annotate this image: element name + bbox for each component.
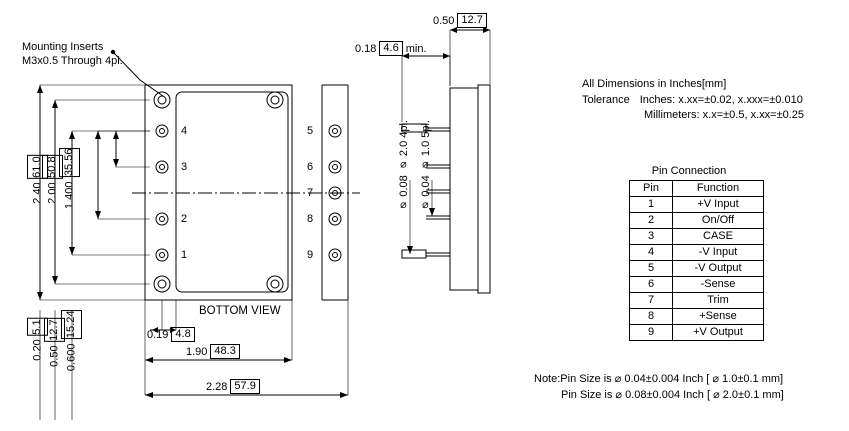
- dim-mm: 5.1: [27, 318, 48, 335]
- dim-inch: 2.00: [46, 182, 59, 204]
- cell-function: CASE: [673, 229, 764, 245]
- cell-pin: 1: [630, 197, 673, 213]
- tolerance-block: [582, 78, 804, 121]
- dim-mm: 15.24: [61, 310, 82, 340]
- pin-number-9: 9: [307, 249, 314, 261]
- cell-function: -Sense: [673, 277, 764, 293]
- cell-function: +V Input: [673, 197, 764, 213]
- dim-mm: 4.6: [379, 41, 402, 56]
- tolerance-label: Tolerance: [582, 94, 630, 106]
- tolerance-mm: Millimeters: x.x=±0.5, x.xx=±0.25: [644, 109, 805, 121]
- cell-function: On/Off: [673, 213, 764, 229]
- dim-0.19-4.8: [147, 327, 195, 342]
- cell-pin: 9: [630, 325, 673, 341]
- pin-number-8: 8: [307, 213, 314, 225]
- tolerance-line1: All Dimensions in Inches[mm]: [582, 78, 727, 90]
- dim-inch: 0.19: [147, 328, 169, 341]
- cell-pin: 3: [630, 229, 673, 245]
- notes-block: [534, 372, 784, 401]
- callout-line2: M3x0.5 Through 4pl.: [22, 55, 123, 67]
- table-row: [630, 293, 764, 309]
- pin-table-title: Pin Connection: [651, 165, 727, 177]
- callout-line1: Mounting Inserts: [22, 41, 104, 53]
- table-header-row: [630, 181, 764, 197]
- pin-number-2: 2: [181, 213, 188, 225]
- note-line-2: Pin Size is ⌀ 0.08±0.004 Inch [ ⌀ 2.0±0.1 mm]: [561, 389, 784, 401]
- pin-dia-0.04-1.0: [420, 120, 432, 218]
- table-row: [630, 245, 764, 261]
- cell-function: +Sense: [673, 309, 764, 325]
- pin-number-5: 5: [307, 125, 314, 137]
- pin-number-7: 7: [307, 187, 314, 199]
- cell-function: -V Output: [673, 261, 764, 277]
- pin-number-6: 6: [307, 161, 314, 173]
- dim-1.90-48.3: [186, 344, 240, 359]
- dim-inch: 2.40: [31, 182, 44, 204]
- pin-dia-label: ⌀ 0.04 ⌀ 1.0 5pl.: [420, 120, 432, 213]
- dim-mm: 57.9: [230, 379, 259, 394]
- pin-dia-0.08-2.0: [398, 120, 410, 218]
- dim-mm: 35.56: [59, 148, 80, 178]
- pin-dia-label: ⌀ 0.08 ⌀ 2.0 4pl.: [398, 120, 410, 213]
- dim-inch: 0.600: [65, 343, 78, 372]
- dim-0.600-15.24: [61, 310, 82, 371]
- side-view-drawing: [350, 0, 550, 431]
- dim-inch: 0.18: [355, 42, 377, 55]
- dim-inch: 1.90: [186, 345, 208, 358]
- table-row: [630, 261, 764, 277]
- dim-side-0.50-12.7: [433, 13, 487, 28]
- cell-pin: 7: [630, 293, 673, 309]
- cell-pin: 5: [630, 261, 673, 277]
- table-row: [630, 325, 764, 341]
- note-line-1: Note:Pin Size is ⌀ 0.04±0.004 Inch [ ⌀ 1.0±0.1 mm]: [534, 373, 784, 385]
- dim-inch: 0.50: [48, 345, 61, 367]
- dim-mm: 12.7: [44, 318, 65, 341]
- cell-pin: 6: [630, 277, 673, 293]
- cell-function: Trim: [673, 293, 764, 309]
- dim-suffix: min.: [405, 42, 427, 55]
- dim-mm: 50.8: [42, 155, 63, 178]
- header-pin: Pin: [630, 181, 673, 197]
- table-row: [630, 213, 764, 229]
- table-row: [630, 277, 764, 293]
- dim-mm: 12.7: [457, 13, 486, 28]
- cell-pin: 8: [630, 309, 673, 325]
- cell-pin: 2: [630, 213, 673, 229]
- dim-2.28-57.9: [206, 379, 260, 394]
- dim-inch: 2.28: [206, 380, 228, 393]
- dim-inch: 0.20: [31, 339, 44, 361]
- cell-function: +V Output: [673, 325, 764, 341]
- table-row: [630, 309, 764, 325]
- pin-connection-block: [629, 165, 764, 341]
- tolerance-inches: Inches: x.xx=±0.02, x.xxx=±0.010: [639, 94, 803, 106]
- table-row: [630, 229, 764, 245]
- dim-inch: 0.50: [433, 14, 455, 27]
- dim-mm: 61.0: [27, 155, 48, 178]
- pin-connection-table: [629, 180, 764, 341]
- pin-number-1: 1: [181, 249, 188, 261]
- dim-side-0.18-4.6: [355, 41, 427, 56]
- dim-inch: 1.400: [63, 181, 76, 210]
- dim-mm: 48.3: [210, 344, 239, 359]
- table-row: [630, 197, 764, 213]
- cell-pin: 4: [630, 245, 673, 261]
- header-function: Function: [673, 181, 764, 197]
- bottom-view-label: BOTTOM VIEW: [199, 305, 281, 317]
- pin-number-4: 4: [181, 125, 188, 137]
- cell-function: -V Input: [673, 245, 764, 261]
- dim-mm: 4.8: [171, 327, 194, 342]
- pin-number-3: 3: [181, 161, 188, 173]
- dim-1.400-35.56: [59, 148, 80, 209]
